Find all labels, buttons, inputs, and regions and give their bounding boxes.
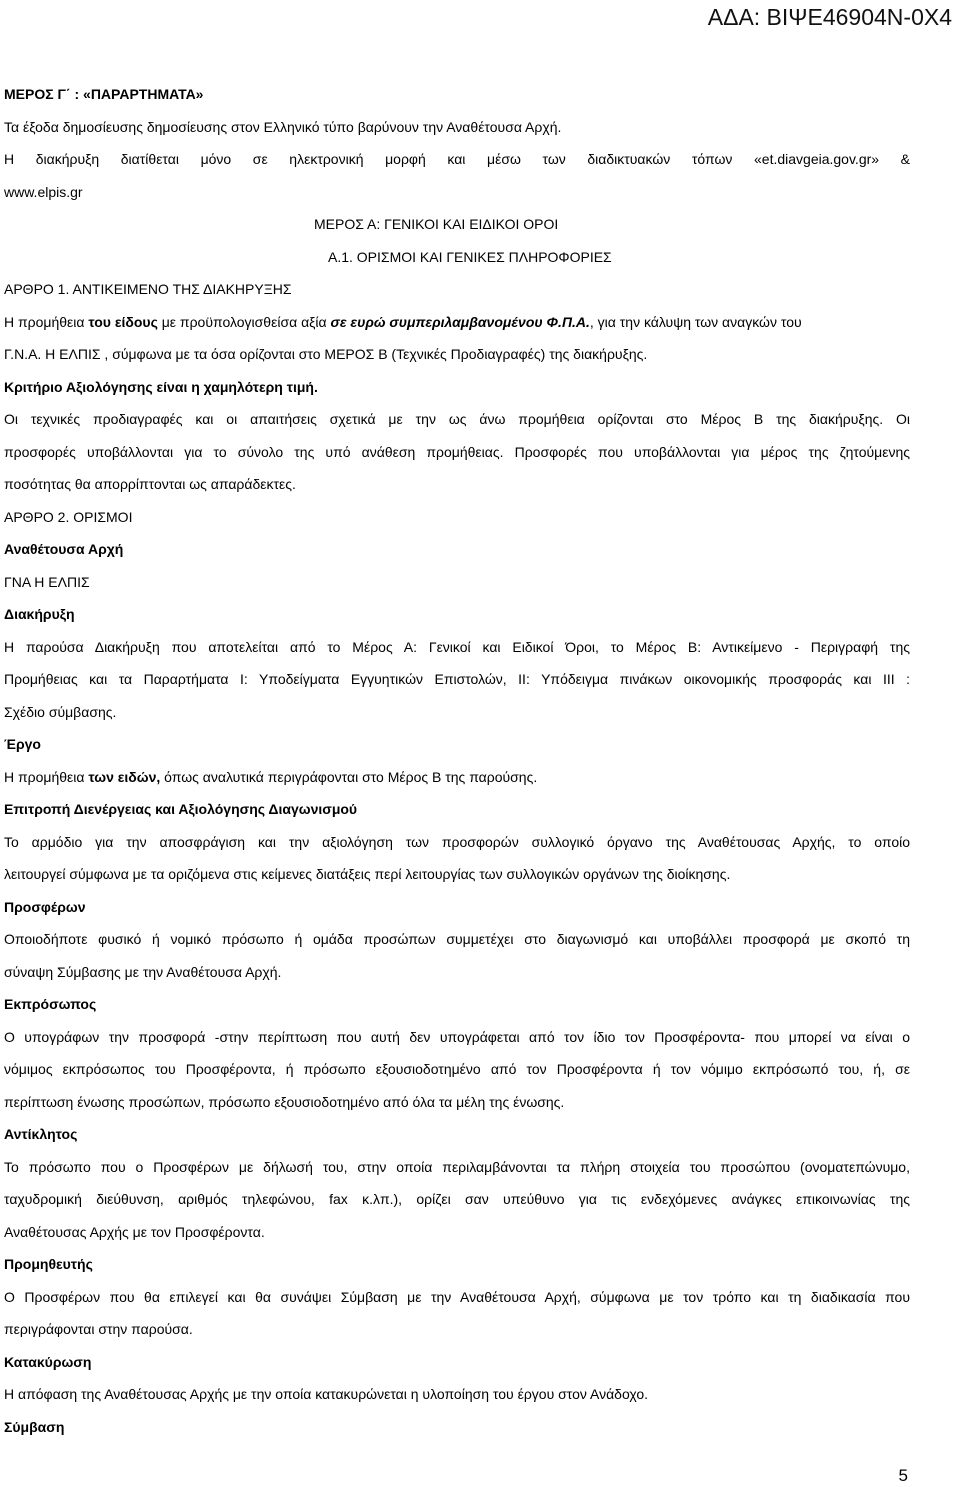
definition-representative-line-1: Ο υπογράφων την προσφορά -στην περίπτωση που αυτή δεν υπογράφεται από τον ίδιο τον Προσφέροντα- που μπορεί να είναι ο: [4, 1028, 910, 1045]
definition-committee-line-2: λειτουργεί σύμφωνα με τα οριζόμενα στις κείμενες διατάξεις περί λειτουργίας των συλλογικών οργάνων της διοίκησης.: [4, 866, 731, 882]
term-supplier: Προμηθευτής: [4, 1256, 93, 1272]
term-authority: Αναθέτουσα Αρχή: [4, 541, 124, 557]
bold-span: του είδους: [88, 313, 158, 330]
text-span: , για την κάλυψη των αναγκών του: [589, 313, 802, 330]
term-representative: Εκπρόσωπος: [4, 996, 97, 1012]
term-bidder: Προσφέρων: [4, 898, 86, 915]
costs-paragraph: Τα έξοδα δημοσίευσης δημοσίευσης στον Ελληνικό τύπο βαρύνουν την Αναθέτουσα Αρχή.: [4, 118, 562, 135]
page-number: 5: [898, 1466, 908, 1485]
article-2-heading: ΑΡΘΡΟ 2. ΟΡΙΣΜΟΙ: [4, 508, 133, 525]
definition-contact-line-1: Το πρόσωπο που ο Προσφέρων με δήλωσή του, στην οποία περιλαμβάνονται τα πλήρη στοιχεία του προσώπου (ονοματεπώνυμο,: [4, 1158, 910, 1175]
article-1-paragraph-line-1: [4, 306, 910, 339]
document-ada-code: ΑΔΑ: ΒΙΨΕ46904Ν-0Χ4: [707, 4, 952, 30]
definition-representative-line-2: νόμιμος εκπρόσωπος του Προσφέροντα, ή πρόσωπο εξουσιοδοτημένο από τον Προσφέροντα ή τον νόμιμο εκπρόσωπό του, ή, σε: [4, 1061, 910, 1077]
part-a-title: ΜΕΡΟΣ Α: ΓΕΝΙΚΟΙ ΚΑΙ ΕΙΔΙΚΟΙ ΟΡΟΙ: [314, 216, 559, 232]
definition-authority: ΓΝΑ Η ΕΛΠΙΣ: [4, 573, 90, 590]
term-award: Κατακύρωση: [4, 1353, 92, 1370]
article-1-heading: ΑΡΘΡΟ 1. ΑΝΤΙΚΕΙΜΕΝΟ ΤΗΣ ΔΙΑΚΗΡΥΞΗΣ: [4, 281, 292, 297]
specs-line-1: Οι τεχνικές προδιαγραφές και οι απαιτήσεις σχετικά με την ως άνω προμήθεια ορίζονται στο Μέρος Β της διακήρυξης. Οι: [4, 411, 910, 427]
text-span: με προϋπολογισθείσα αξία: [157, 313, 331, 330]
term-contract: Σύμβαση: [4, 1418, 65, 1435]
text-span: όπως αναλυτικά περιγράφονται στο Μέρος Β της παρούσης.: [160, 768, 538, 785]
part-a-subtitle: Α.1. ΟΡΙΣΜΟΙ ΚΑΙ ΓΕΝΙΚΕΣ ΠΛΗΡΟΦΟΡΙΕΣ: [328, 248, 612, 265]
definition-supplier-line-1: Ο Προσφέρων που θα επιλεγεί και θα συνάψει Σύμβαση με την Αναθέτουσα Αρχή, σύμφωνα με τον τρόπο και τη διαδικασία που: [4, 1288, 910, 1305]
specs-line-2: προσφορές υποβάλλονται για το σύνολο της υπό ανάθεση προμήθειας. Προσφορές που υποβάλλονται για μέρος της ζητούμενης: [4, 443, 910, 460]
award-criterion: Κριτήριο Αξιολόγησης είναι η χαμηλότερη τιμή.: [4, 378, 318, 395]
definition-committee-line-1: Το αρμόδιο για την αποσφράγιση και την αξιολόγηση των προσφορών συλλογικό όργανο της Αναθέτουσας Αρχής, το οποίο: [4, 833, 910, 850]
availability-line-2: www.elpis.gr: [4, 183, 83, 200]
text-span: Η προμήθεια: [4, 768, 89, 785]
document-body: [4, 78, 910, 1443]
term-work: Έργο: [4, 736, 41, 752]
text-span: Η προμήθεια: [4, 313, 89, 330]
definition-contact-line-2: ταχυδρομική διεύθυνση, αριθμός τηλεφώνου, fax κ.λπ.), ορίζει σαν υπεύθυνο για τις ενδεχόμενες ανάγκες επικοινωνίας της: [4, 1191, 910, 1207]
definition-contact-line-3: Αναθέτουσας Αρχής με τον Προσφέροντα.: [4, 1223, 265, 1240]
definition-bidder-line-1: Οποιοδήποτε φυσικό ή νομικό πρόσωπο ή ομάδα προσώπων συμμετέχει στο διαγωνισμό και υποβάλλει προσφορά με σκοπό τη: [4, 931, 910, 947]
availability-line-1: Η διακήρυξη διατίθεται μόνο σε ηλεκτρονική μορφή και μέσω των διαδικτυακών τόπων «et.diavgeia.gov.gr» &: [4, 151, 910, 167]
definition-supplier-line-2: περιγράφονται στην παρούσα.: [4, 1321, 193, 1337]
specs-line-3: ποσότητας θα απορρίπτονται ως απαράδεκτες.: [4, 476, 296, 492]
term-committee: Επιτροπή Διενέργειας και Αξιολόγησης Διαγωνισμού: [4, 801, 358, 817]
definition-declaration-line-2: Προμήθειας και τα Παραρτήματα Ι: Υποδείγματα Εγγυητικών Επιστολών, ΙΙ: Υπόδειγμα πινάκων οικονομικής προσφοράς και ΙΙΙ :: [4, 671, 910, 687]
definition-bidder-line-2: σύναψη Σύμβασης με την Αναθέτουσα Αρχή.: [4, 963, 282, 980]
definition-work: [4, 761, 910, 794]
definition-award: Η απόφαση της Αναθέτουσας Αρχής με την οποία κατακυρώνεται η υλοποίηση του έργου στον Ανάδοχο.: [4, 1386, 649, 1402]
bold-italic-span: σε ευρώ συμπεριλαμβανομένου Φ.Π.Α.: [330, 313, 590, 330]
bold-span: των ειδών,: [88, 768, 161, 785]
definition-declaration-line-1: Η παρούσα Διακήρυξη που αποτελείται από το Μέρος Α: Γενικοί και Ειδικοί Όροι, το Μέρος Β: Αντικείμενο - Περιγραφή της: [4, 638, 910, 655]
part-c-heading: ΜΕΡΟΣ Γ΄ : «ΠΑΡΑΡΤΗΜΑΤΑ»: [4, 86, 204, 102]
definition-representative-line-3: περίπτωση ένωσης προσώπων, πρόσωπο εξουσιοδοτημένο από όλα τα μέλη της ένωσης.: [4, 1093, 565, 1110]
definition-declaration-line-3: Σχέδιο σύμβασης.: [4, 703, 117, 720]
article-1-paragraph-line-2: Γ.Ν.Α. Η ΕΛΠΙΣ , σύμφωνα με τα όσα ορίζονται στο ΜΕΡΟΣ Β (Τεχνικές Προδιαγραφές) της διακήρυξης.: [4, 346, 648, 362]
term-contact: Αντίκλητος: [4, 1126, 78, 1142]
term-declaration: Διακήρυξη: [4, 606, 75, 622]
